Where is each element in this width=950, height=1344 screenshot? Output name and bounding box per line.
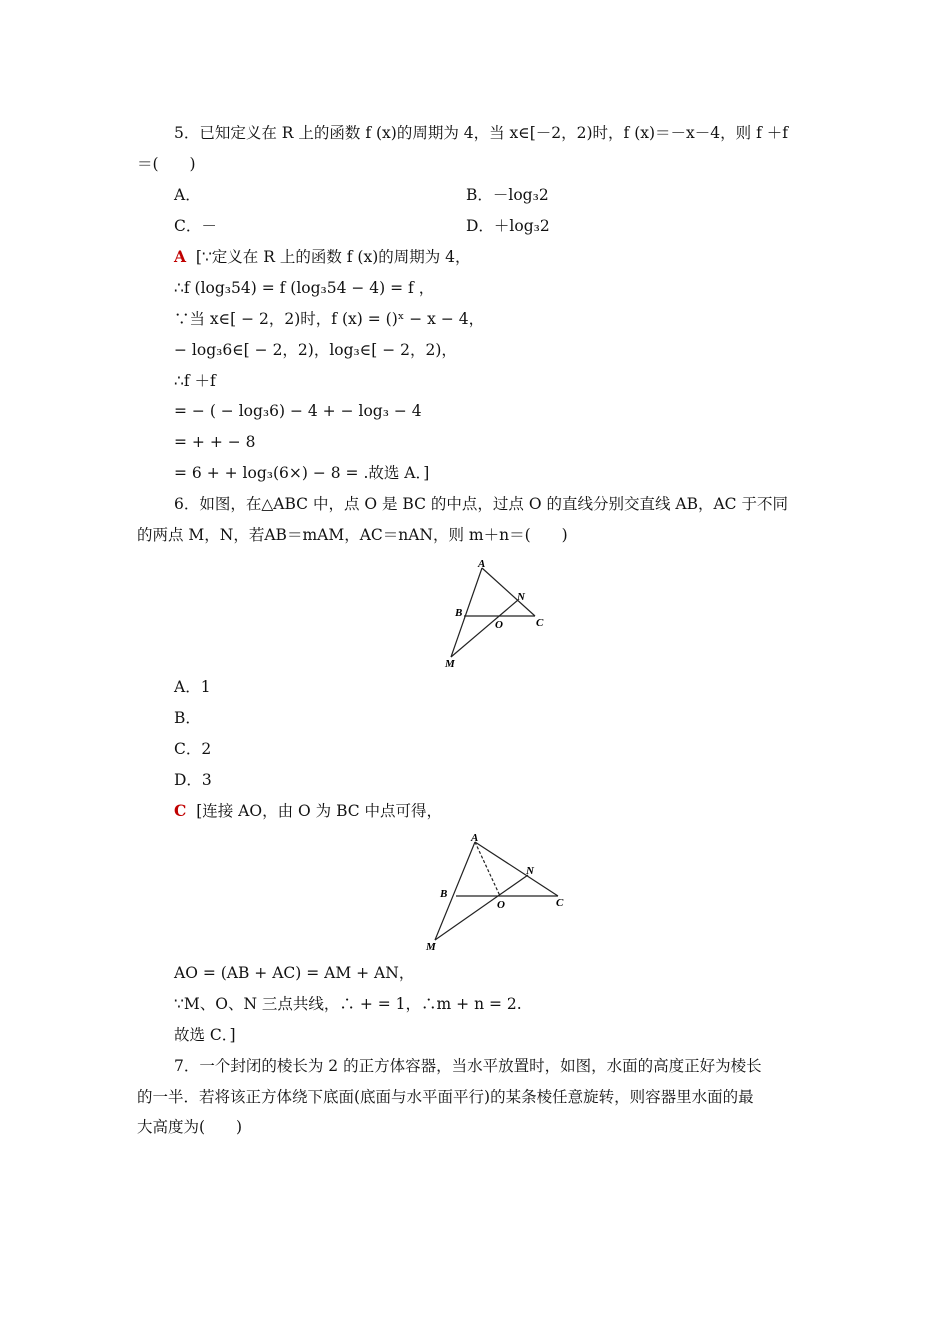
- q5-solution-line3: ∵当 x∈[ − 2，2)时，f (x) = ()ˣ − x − 4，: [174, 310, 485, 328]
- label-m: M: [445, 658, 455, 670]
- line-mn-2: [435, 875, 528, 940]
- q5-solution-line6: = − ( − log₃6) − 4 + − log₃ − 4: [174, 402, 422, 420]
- label-a-2: A: [471, 832, 479, 844]
- q6-solution-text1: [连接 AO，由 O 为 BC 中点可得，: [196, 802, 443, 820]
- label-n-2: N: [526, 865, 534, 877]
- q6-solution-line2: AO = (AB + AC) = AM + AN，: [174, 964, 415, 982]
- triangle-figure-2: [420, 828, 570, 956]
- label-o-2: O: [497, 899, 505, 911]
- q5-option-b: B．－log₃2: [466, 186, 549, 204]
- label-b-2: B: [440, 888, 448, 900]
- q7-stem-line3: 大高度为( ): [137, 1118, 243, 1136]
- q6-stem-line1: 6．如图，在△ABC 中，点 O 是 BC 的中点，过点 O 的直线分别交直线 AB，AC 于不同: [174, 495, 788, 513]
- q6-stem-line2: 的两点 M，N，若AB＝mAM，AC＝nAN，则 m＋n＝( ): [137, 526, 568, 544]
- q7-stem-line1: 7．一个封闭的棱长为 2 的正方体容器，当水平放置时，如图，水面的高度正好为棱长: [174, 1057, 762, 1075]
- q5-stem-line2: ＝( ): [137, 155, 196, 173]
- q5-solution-line8: = 6 + + log₃(6×) − 8 = .故选 A．]: [174, 464, 430, 482]
- q6-option-a: A．1: [174, 678, 211, 696]
- q5-solution-line4: − log₃6∈[ − 2，2)，log₃∈[ − 2，2)，: [174, 341, 457, 359]
- label-m-2: M: [426, 941, 436, 953]
- q6-answer-letter: C: [174, 801, 187, 820]
- q5-solution-line1: [174, 246, 471, 268]
- label-n: N: [517, 591, 525, 603]
- q5-solution-line7: = + + − 8: [174, 433, 256, 451]
- q6-solution-line3: ∵M、O、N 三点共线，∴ + = 1，∴m + n = 2.: [174, 995, 522, 1013]
- q6-option-d: D．3: [174, 771, 212, 789]
- q6-option-b: B．: [174, 709, 201, 727]
- label-b: B: [455, 607, 463, 619]
- q5-solution-line2: ∴f (log₃54) = f (log₃54 − 4) = f ，: [174, 279, 435, 297]
- q5-solution-line5: ∴f ＋f: [174, 372, 216, 390]
- q6-solution-line1: [174, 800, 442, 822]
- label-c-2: C: [556, 897, 564, 909]
- q7-stem-line2: 的一半．若将该正方体绕下底面(底面与水平面平行)的某条棱任意旋转，则容器里水面的最: [137, 1088, 754, 1106]
- label-o: O: [495, 619, 503, 631]
- q5-option-d: D．＋log₃2: [466, 217, 550, 235]
- triangle-figure-1: [440, 555, 550, 670]
- q5-option-a: A．: [174, 186, 201, 204]
- label-c: C: [536, 617, 544, 629]
- q5-answer-letter: A: [174, 247, 187, 266]
- q5-option-c: C．－: [174, 217, 217, 235]
- q6-solution-line4: 故选 C．]: [174, 1026, 236, 1044]
- q5-solution-text1: [∵定义在 R 上的函数 f (x)的周期为 4，: [195, 248, 471, 266]
- label-a: A: [478, 558, 486, 570]
- q6-option-c: C．2: [174, 740, 212, 758]
- line-ac-2: [475, 842, 558, 896]
- q5-stem-line1: 5．已知定义在 R 上的函数 f (x)的周期为 4，当 x∈[－2，2)时，f (x)＝－x－4，则 f ＋f: [174, 124, 788, 142]
